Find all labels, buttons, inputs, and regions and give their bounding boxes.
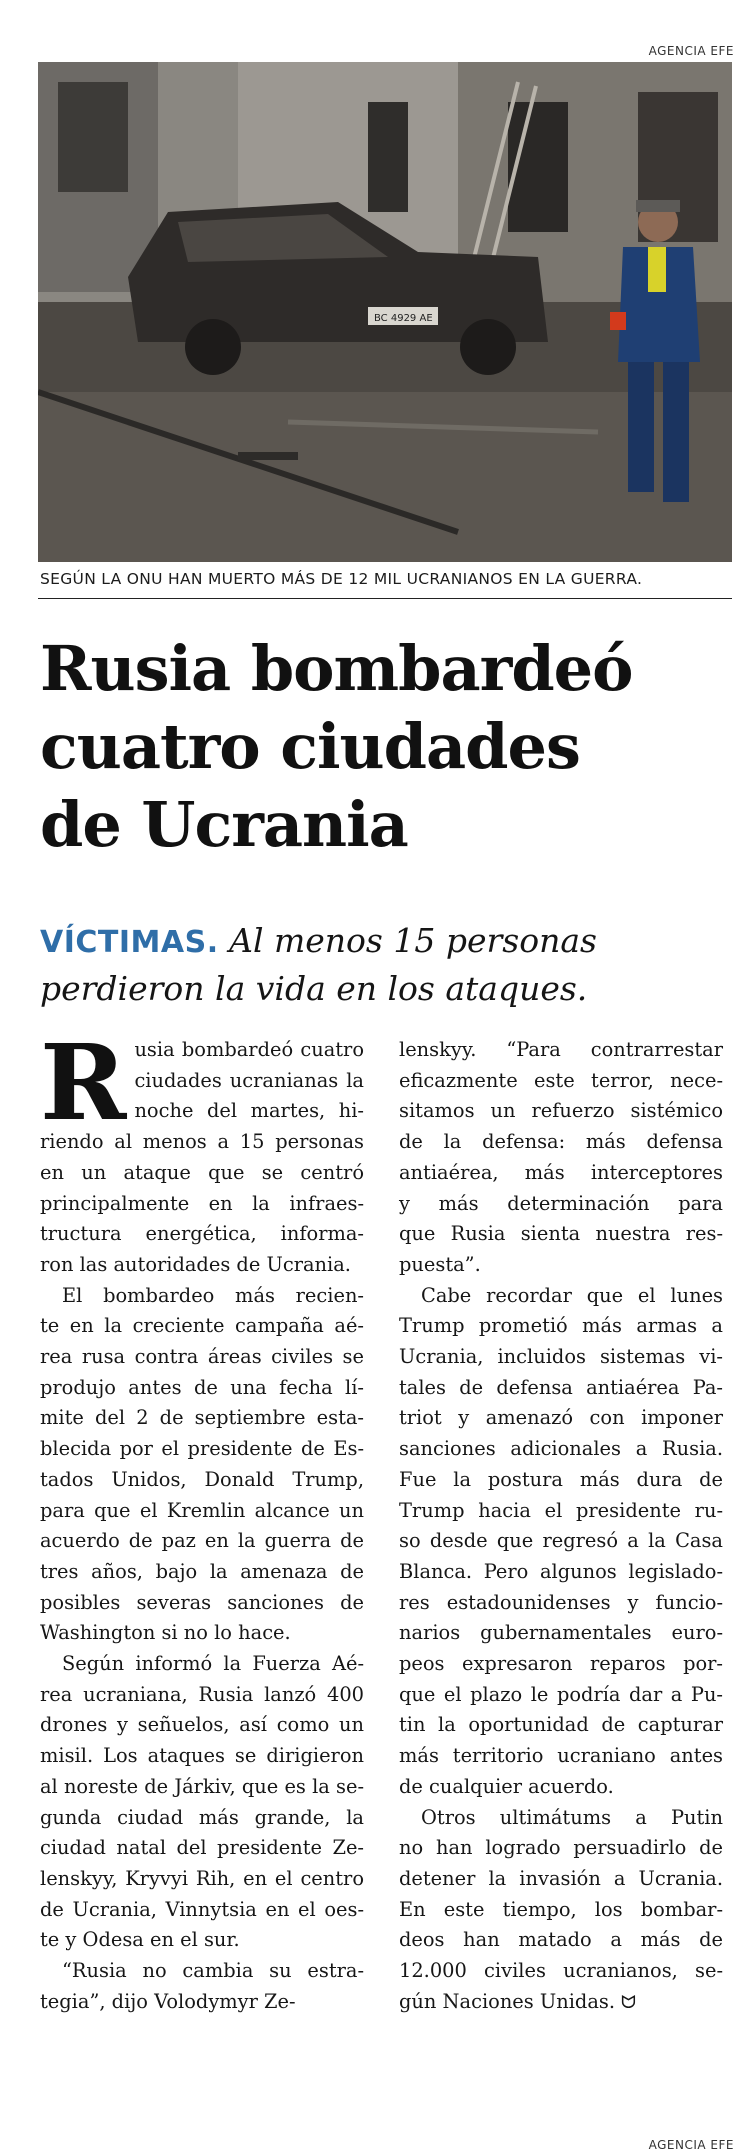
article-column-left — [40, 1021, 364, 2018]
article-line: deos han matado a más de — [399, 1928, 723, 1952]
article-line: detener la invasión a Ucrania. — [399, 1866, 723, 1890]
article-line: Trump hacia el presidente ru- — [399, 1498, 723, 1522]
article-line: narios gubernamentales euro- — [399, 1621, 723, 1645]
article-line: al noreste de Járkiv, que es la se- — [40, 1774, 364, 1798]
article-line: más territorio ucraniano antes — [399, 1744, 723, 1768]
deck-text: perdieron la vida en los ataques. — [40, 969, 588, 1008]
article-line: En este tiempo, los bombar- — [399, 1897, 723, 1921]
headline — [40, 630, 730, 864]
article-line: principalmente en la infraes- — [40, 1191, 364, 1215]
headline-line: Rusia bombardeó — [40, 632, 633, 705]
article-line: tructura energética, informa- — [40, 1222, 364, 1246]
article-line: lenskyy. “Para contrarrestar — [399, 1038, 723, 1061]
deck-text: Al menos 15 personas — [229, 921, 597, 960]
article-line: sitamos un refuerzo sistémico — [399, 1099, 723, 1123]
article-line: Fue la postura más dura de — [399, 1467, 723, 1491]
article-line: que el plazo le podría dar a Pu- — [399, 1682, 723, 1706]
article-line: ciudades ucranianas la — [134, 1068, 364, 1092]
article-line: gún Naciones Unidas. ᗢ — [399, 1989, 636, 2013]
photo-caption: SEGÚN LA ONU HAN MUERTO MÁS DE 12 MIL UCRANIANOS EN LA GUERRA. — [40, 570, 643, 588]
article-line: usia bombardeó cuatro — [134, 1038, 364, 1061]
drop-cap: R — [40, 1021, 127, 1144]
deck — [40, 918, 730, 1012]
article-line: Blanca. Pero algunos legislado- — [399, 1559, 723, 1583]
article-line: Cabe recordar que el lunes — [421, 1283, 723, 1307]
article-line: que Rusia sienta nuestra res- — [399, 1222, 723, 1246]
license-plate: BC 4929 AE — [374, 313, 433, 324]
article-line: eficazmente este terror, nece- — [399, 1068, 723, 1092]
article-line: rea rusa contra áreas civiles se — [40, 1345, 364, 1369]
article-line: drones y señuelos, así como un — [40, 1713, 364, 1737]
article-line: Washington si no lo hace. — [40, 1621, 291, 1645]
destroyed-street-illustration — [38, 62, 732, 562]
article-line: Otros ultimátums a Putin — [421, 1805, 723, 1829]
end-of-article-icon: ᗢ — [621, 1991, 636, 2013]
article-line: de cualquier acuerdo. — [399, 1774, 614, 1798]
photo-credit-bottom: AGENCIA EFE — [648, 2138, 734, 2152]
article-line: Ucrania, incluidos sistemas vi- — [399, 1345, 723, 1369]
article-line: antiaérea, más interceptores — [399, 1160, 723, 1184]
article-line: res estadounidenses y funcio- — [399, 1590, 723, 1614]
article-line: gunda ciudad más grande, la — [40, 1805, 364, 1829]
article-line: acuerdo de paz en la guerra de — [40, 1529, 364, 1553]
article-line: lenskyy, Kryvyi Rih, en el centro — [40, 1866, 364, 1890]
photo-credit-top: AGENCIA EFE — [648, 44, 734, 58]
article-line: de Ucrania, Vinnytsia en el oes- — [40, 1897, 364, 1921]
article-line: para que el Kremlin alcance un — [40, 1498, 364, 1522]
article-line: Trump prometió más armas a — [399, 1314, 723, 1338]
article-line: produjo antes de una fecha lí- — [40, 1375, 364, 1399]
article-line: Según informó la Fuerza Aé- — [62, 1652, 364, 1676]
article-line: noche del martes, hi- — [134, 1099, 364, 1123]
article-line: triot y amenazó con imponer — [399, 1406, 723, 1430]
article-line: riendo al menos a 15 personas — [40, 1130, 364, 1154]
article-line: posibles severas sanciones de — [40, 1590, 364, 1614]
article-line: peos expresaron reparos por- — [399, 1652, 723, 1676]
article-line: y más determinación para — [399, 1191, 723, 1215]
news-photo — [38, 62, 732, 562]
article-line: te y Odesa en el sur. — [40, 1928, 240, 1952]
article-line: en un ataque que se centró — [40, 1160, 364, 1184]
article-line: sanciones adicionales a Rusia. — [399, 1437, 723, 1461]
article-column-right — [399, 1035, 723, 2019]
article-line: “Rusia no cambia su estra- — [62, 1959, 364, 1983]
article-line: tados Unidos, Donald Trump, — [40, 1467, 364, 1491]
article-line: misil. Los ataques se dirigieron — [40, 1744, 364, 1768]
article-line: El bombardeo más recien- — [62, 1283, 364, 1307]
caption-divider — [38, 598, 732, 599]
article-line: mite del 2 de septiembre esta- — [40, 1406, 364, 1430]
article-line: tegia”, dijo Volodymyr Ze- — [40, 1989, 296, 2013]
article-line: blecida por el presidente de Es- — [40, 1437, 364, 1461]
article-line: tales de defensa antiaérea Pa- — [399, 1375, 723, 1399]
article-line: ron las autoridades de Ucrania. — [40, 1252, 351, 1276]
article-line: ciudad natal del presidente Ze- — [40, 1836, 364, 1860]
article-line: tres años, bajo la amenaza de — [40, 1559, 364, 1583]
article-line: no han logrado persuadirlo de — [399, 1836, 723, 1860]
article-line: rea ucraniana, Rusia lanzó 400 — [40, 1682, 364, 1706]
article-line: te en la creciente campaña aé- — [40, 1314, 364, 1338]
article-line: de la defensa: más defensa — [399, 1130, 723, 1154]
deck-kicker: VÍCTIMAS. — [40, 925, 219, 960]
headline-line: de Ucrania — [40, 788, 408, 861]
article-line: tin la oportunidad de capturar — [399, 1713, 723, 1737]
headline-line: cuatro ciudades — [40, 710, 580, 783]
article-line: so desde que regresó a la Casa — [399, 1529, 723, 1553]
article-line: 12.000 civiles ucranianos, se- — [399, 1959, 723, 1983]
article-line: puesta”. — [399, 1252, 481, 1276]
